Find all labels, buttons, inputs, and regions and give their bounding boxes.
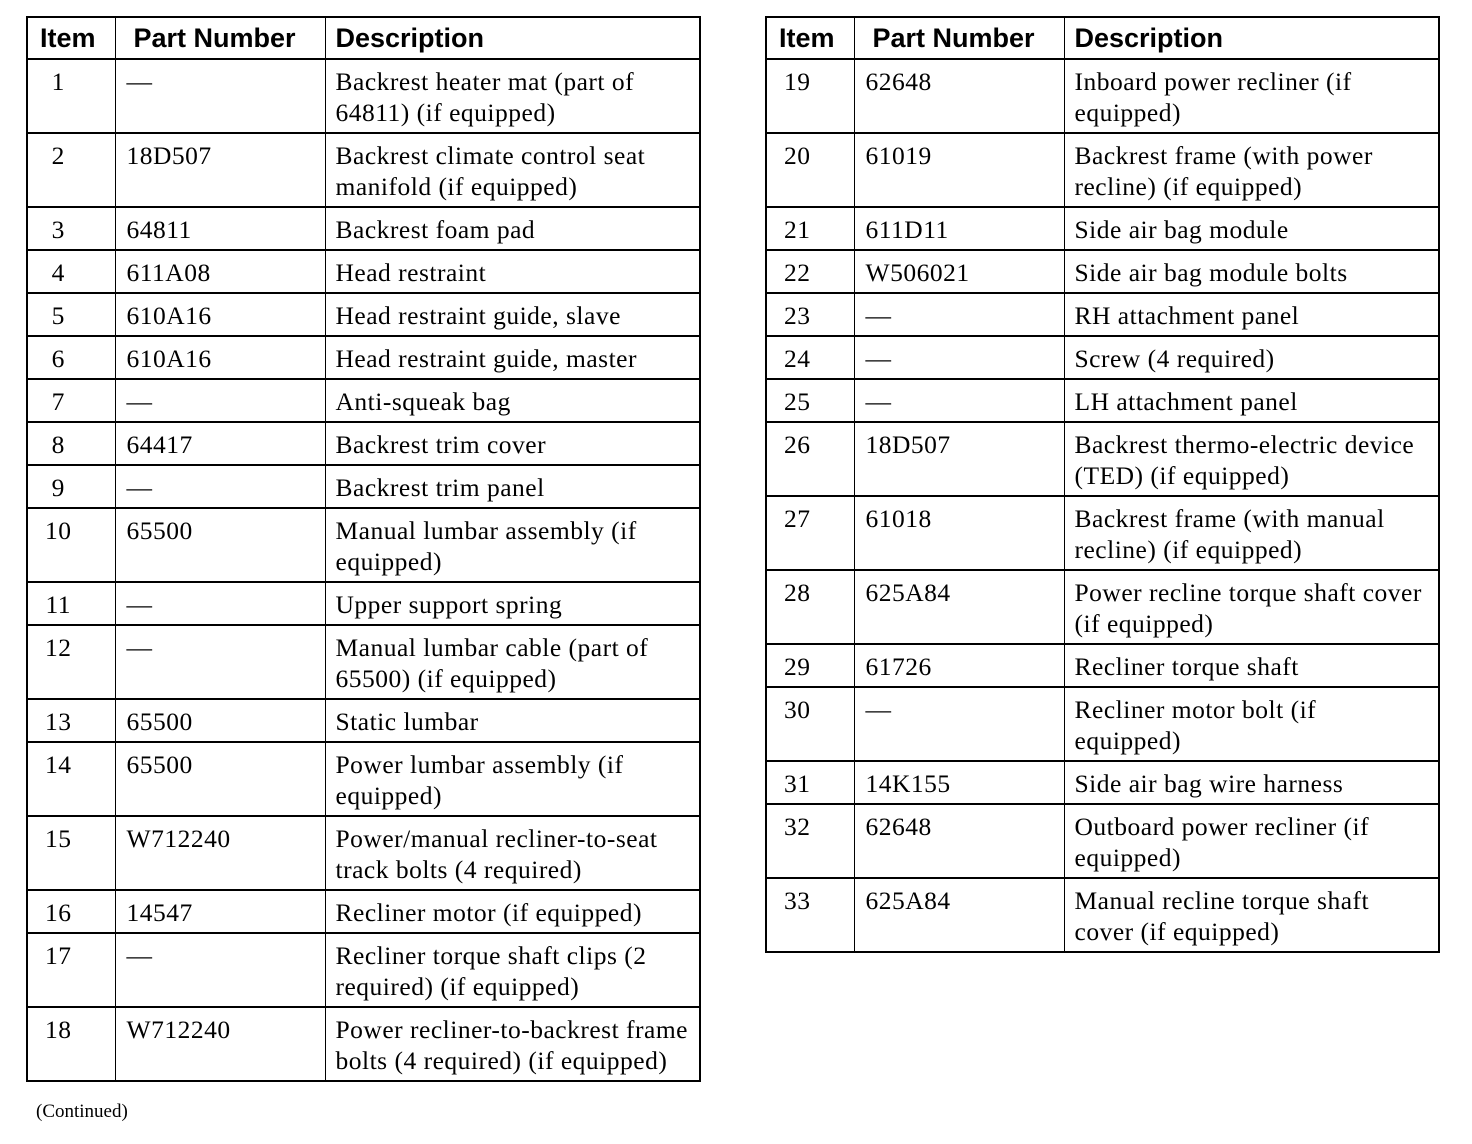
item-cell: 29 — [766, 644, 854, 687]
table-row — [766, 570, 1439, 644]
description-cell: Outboard power recliner (if equipped) — [1064, 804, 1439, 878]
part-number-cell: 610A16 — [115, 336, 325, 379]
description-cell: Backrest trim panel — [325, 465, 700, 508]
table-row — [27, 582, 700, 625]
table-row — [766, 687, 1439, 761]
item-cell: 27 — [766, 496, 854, 570]
description-cell: Upper support spring — [325, 582, 700, 625]
item-cell: 6 — [27, 336, 115, 379]
item-cell: 22 — [766, 250, 854, 293]
description-cell: RH attachment panel — [1064, 293, 1439, 336]
table-row — [27, 250, 700, 293]
description-cell: Recliner torque shaft clips (2 required) (if equipped) — [325, 933, 700, 1007]
description-cell: Backrest frame (with power recline) (if equipped) — [1064, 133, 1439, 207]
description-cell: Screw (4 required) — [1064, 336, 1439, 379]
description-cell: Side air bag wire harness — [1064, 761, 1439, 804]
header-item: Item — [766, 17, 854, 59]
part-number-cell: 14547 — [115, 890, 325, 933]
part-number-cell: — — [115, 625, 325, 699]
part-number-cell: 62648 — [854, 59, 1064, 133]
part-number-cell: — — [854, 687, 1064, 761]
description-cell: Backrest thermo-electric device (TED) (if equipped) — [1064, 422, 1439, 496]
table-row — [27, 890, 700, 933]
item-cell: 19 — [766, 59, 854, 133]
description-cell: Static lumbar — [325, 699, 700, 742]
table-header-row — [27, 17, 700, 59]
item-cell: 23 — [766, 293, 854, 336]
description-cell: Backrest trim cover — [325, 422, 700, 465]
table-row — [27, 742, 700, 816]
description-cell: Anti-squeak bag — [325, 379, 700, 422]
table-row — [27, 133, 700, 207]
part-number-cell: 611D11 — [854, 207, 1064, 250]
description-cell: Head restraint — [325, 250, 700, 293]
part-number-cell: 61019 — [854, 133, 1064, 207]
continued-note: (Continued) — [36, 1101, 128, 1122]
description-cell: Manual lumbar cable (part of 65500) (if equipped) — [325, 625, 700, 699]
description-cell: Inboard power recliner (if equipped) — [1064, 59, 1439, 133]
item-cell: 8 — [27, 422, 115, 465]
table-row — [27, 207, 700, 250]
item-cell: 31 — [766, 761, 854, 804]
part-number-cell: 625A84 — [854, 570, 1064, 644]
description-cell: Backrest frame (with manual recline) (if equipped) — [1064, 496, 1439, 570]
description-cell: Side air bag module — [1064, 207, 1439, 250]
part-number-cell: 611A08 — [115, 250, 325, 293]
description-cell: LH attachment panel — [1064, 379, 1439, 422]
item-cell: 3 — [27, 207, 115, 250]
table-row — [766, 804, 1439, 878]
part-number-cell: 64811 — [115, 207, 325, 250]
description-cell: Manual lumbar assembly (if equipped) — [325, 508, 700, 582]
part-number-cell: 65500 — [115, 508, 325, 582]
description-cell: Head restraint guide, slave — [325, 293, 700, 336]
header-description: Description — [325, 17, 700, 59]
item-cell: 24 — [766, 336, 854, 379]
description-cell: Power lumbar assembly (if equipped) — [325, 742, 700, 816]
item-cell: 20 — [766, 133, 854, 207]
item-cell: 10 — [27, 508, 115, 582]
part-number-cell: W712240 — [115, 816, 325, 890]
part-number-cell: 61018 — [854, 496, 1064, 570]
part-number-cell: 18D507 — [854, 422, 1064, 496]
item-cell: 26 — [766, 422, 854, 496]
item-cell: 14 — [27, 742, 115, 816]
table-row — [27, 1007, 700, 1081]
part-number-cell: — — [115, 379, 325, 422]
table-row — [766, 761, 1439, 804]
part-number-cell: 18D507 — [115, 133, 325, 207]
item-cell: 11 — [27, 582, 115, 625]
item-cell: 16 — [27, 890, 115, 933]
item-cell: 9 — [27, 465, 115, 508]
table-row — [27, 293, 700, 336]
table-row — [27, 816, 700, 890]
part-number-cell: — — [854, 293, 1064, 336]
part-number-cell: 61726 — [854, 644, 1064, 687]
table-row — [766, 878, 1439, 952]
item-cell: 5 — [27, 293, 115, 336]
part-number-cell: — — [854, 336, 1064, 379]
part-number-cell: — — [115, 933, 325, 1007]
table-row — [766, 133, 1439, 207]
part-number-cell: 65500 — [115, 699, 325, 742]
item-cell: 25 — [766, 379, 854, 422]
table-row — [766, 293, 1439, 336]
table-body-left — [27, 59, 700, 1081]
table-row — [27, 336, 700, 379]
part-number-cell: 65500 — [115, 742, 325, 816]
parts-table-right — [765, 16, 1440, 953]
item-cell: 12 — [27, 625, 115, 699]
description-cell: Backrest climate control seat manifold (if equipped) — [325, 133, 700, 207]
description-cell: Head restraint guide, master — [325, 336, 700, 379]
table-row — [766, 644, 1439, 687]
item-cell: 33 — [766, 878, 854, 952]
header-description: Description — [1064, 17, 1439, 59]
item-cell: 28 — [766, 570, 854, 644]
item-cell: 21 — [766, 207, 854, 250]
part-number-cell: W506021 — [854, 250, 1064, 293]
table-header-row — [766, 17, 1439, 59]
table-row — [27, 508, 700, 582]
table-row — [766, 496, 1439, 570]
description-cell: Power recliner-to-backrest frame bolts (4 required) (if equipped) — [325, 1007, 700, 1081]
table-row — [766, 379, 1439, 422]
description-cell: Recliner motor (if equipped) — [325, 890, 700, 933]
item-cell: 4 — [27, 250, 115, 293]
item-cell: 18 — [27, 1007, 115, 1081]
description-cell: Backrest heater mat (part of 64811) (if equipped) — [325, 59, 700, 133]
table-body-right — [766, 59, 1439, 952]
part-number-cell: — — [854, 379, 1064, 422]
part-number-cell: 64417 — [115, 422, 325, 465]
table-row — [766, 250, 1439, 293]
part-number-cell: — — [115, 59, 325, 133]
description-cell: Manual recline torque shaft cover (if equipped) — [1064, 878, 1439, 952]
header-item: Item — [27, 17, 115, 59]
item-cell: 17 — [27, 933, 115, 1007]
table-row — [27, 465, 700, 508]
table-row — [27, 699, 700, 742]
table-row — [766, 207, 1439, 250]
item-cell: 15 — [27, 816, 115, 890]
parts-table-left — [26, 16, 701, 1082]
description-cell: Recliner torque shaft — [1064, 644, 1439, 687]
table-row — [766, 336, 1439, 379]
table-row — [27, 379, 700, 422]
part-number-cell: — — [115, 465, 325, 508]
table-row — [27, 933, 700, 1007]
item-cell: 1 — [27, 59, 115, 133]
table-row — [27, 422, 700, 465]
table-row — [27, 59, 700, 133]
description-cell: Backrest foam pad — [325, 207, 700, 250]
description-cell: Power recline torque shaft cover (if equipped) — [1064, 570, 1439, 644]
part-number-cell: 62648 — [854, 804, 1064, 878]
table-row — [766, 59, 1439, 133]
part-number-cell: 625A84 — [854, 878, 1064, 952]
table-row — [766, 422, 1439, 496]
description-cell: Power/manual recliner-to-seat track bolts (4 required) — [325, 816, 700, 890]
item-cell: 13 — [27, 699, 115, 742]
item-cell: 7 — [27, 379, 115, 422]
header-part-number: Part Number — [115, 17, 325, 59]
item-cell: 32 — [766, 804, 854, 878]
table-row — [27, 625, 700, 699]
header-part-number: Part Number — [854, 17, 1064, 59]
description-cell: Recliner motor bolt (if equipped) — [1064, 687, 1439, 761]
part-number-cell: 14K155 — [854, 761, 1064, 804]
part-number-cell: 610A16 — [115, 293, 325, 336]
part-number-cell: — — [115, 582, 325, 625]
item-cell: 30 — [766, 687, 854, 761]
item-cell: 2 — [27, 133, 115, 207]
part-number-cell: W712240 — [115, 1007, 325, 1081]
description-cell: Side air bag module bolts — [1064, 250, 1439, 293]
